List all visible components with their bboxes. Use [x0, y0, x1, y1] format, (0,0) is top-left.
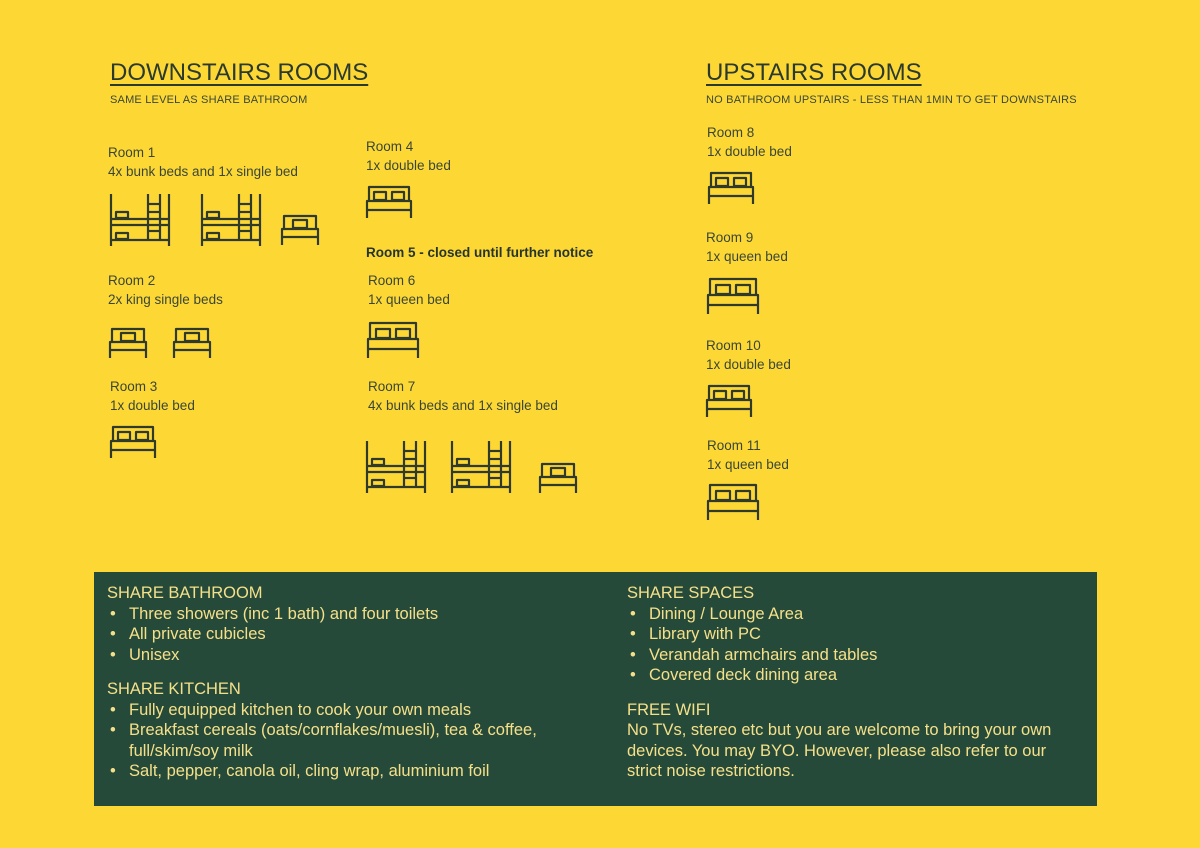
room-name: Room 9 [706, 230, 754, 245]
single-bed-icon [280, 213, 320, 247]
list-item: • Fully equipped kitchen to cook your own meals [107, 700, 597, 721]
room-5-notice: Room 5 - closed until further notice [366, 245, 594, 260]
room-description: 1x double bed [366, 158, 451, 173]
upstairs-subtitle: NO BATHROOM UPSTAIRS - LESS THAN 1MIN TO GET DOWNSTAIRS [706, 94, 1077, 106]
room-4 [366, 137, 451, 175]
room-description: 2x king single beds [108, 292, 223, 307]
facilities-right-column [627, 583, 1087, 782]
spaces-title: SHARE SPACES [627, 584, 755, 602]
room-name: Room 3 [110, 379, 158, 394]
room-name: Room 4 [366, 139, 414, 154]
single-bed-icon [538, 461, 578, 495]
room-11 [707, 436, 789, 474]
room-name: Room 11 [707, 438, 761, 453]
bathroom-title: SHARE BATHROOM [107, 584, 263, 602]
kitchen-title: SHARE KITCHEN [107, 680, 241, 698]
room-3 [110, 377, 195, 415]
queen-bed-icon [706, 482, 760, 522]
bunk-bed-icon [108, 193, 172, 247]
kitchen-list [107, 700, 597, 782]
wifi-title: FREE WIFI [627, 700, 711, 719]
facilities-panel [94, 572, 1097, 806]
list-item: • Verandah armchairs and tables [627, 645, 1087, 666]
upstairs-title: UPSTAIRS ROOMS [706, 59, 922, 86]
room-2 [108, 271, 223, 309]
room-7 [368, 377, 558, 415]
room-10 [706, 336, 791, 374]
wifi-description: No TVs, stereo etc but you are welcome to bring your own devices. You may BYO. However, please also refer to our strict noise restrictions. [627, 721, 1052, 780]
room-description: 1x double bed [110, 398, 195, 413]
list-item: • Covered deck dining area [627, 665, 1087, 686]
room-1 [108, 143, 298, 181]
room-name: Room 1 [108, 145, 156, 160]
spaces-list [627, 604, 1087, 686]
room-description: 1x queen bed [368, 292, 450, 307]
room-name: Room 2 [108, 273, 156, 288]
downstairs-subtitle: SAME LEVEL AS SHARE BATHROOM [110, 94, 308, 106]
list-item: • Three showers (inc 1 bath) and four toilets [107, 604, 597, 625]
room-description: 1x queen bed [706, 249, 788, 264]
room-name: Room 10 [706, 338, 761, 353]
list-item: • Salt, pepper, canola oil, cling wrap, aluminium foil [107, 761, 597, 782]
list-item: • Dining / Lounge Area [627, 604, 1087, 625]
room-description: 1x double bed [706, 357, 791, 372]
double-bed-icon [705, 383, 753, 419]
list-item: • All private cubicles [107, 624, 597, 645]
room-6 [368, 271, 450, 309]
list-item: • Library with PC [627, 624, 1087, 645]
single-bed-icon [172, 326, 212, 360]
list-item: • Unisex [107, 645, 597, 666]
room-name: Room 7 [368, 379, 416, 394]
bunk-bed-icon [364, 440, 428, 494]
room-name: Room 8 [707, 125, 755, 140]
room-description: 4x bunk beds and 1x single bed [368, 398, 558, 413]
room-name: Room 6 [368, 273, 416, 288]
double-bed-icon [707, 170, 755, 206]
bunk-bed-icon [449, 440, 513, 494]
single-bed-icon [108, 326, 148, 360]
downstairs-title: DOWNSTAIRS ROOMS [110, 59, 369, 86]
double-bed-icon [109, 424, 157, 460]
room-8 [707, 123, 792, 161]
double-bed-icon [365, 184, 413, 220]
bathroom-list [107, 604, 597, 666]
room-description: 4x bunk beds and 1x single bed [108, 164, 298, 179]
room-description: 1x double bed [707, 144, 792, 159]
bunk-bed-icon [199, 193, 263, 247]
list-item: • Breakfast cereals (oats/cornflakes/muesli), tea & coffee, full/skim/soy milk [107, 720, 597, 761]
queen-bed-icon [366, 320, 420, 360]
queen-bed-icon [706, 276, 760, 316]
room-description: 1x queen bed [707, 457, 789, 472]
room-9 [706, 228, 788, 266]
facilities-left-column [107, 583, 597, 782]
